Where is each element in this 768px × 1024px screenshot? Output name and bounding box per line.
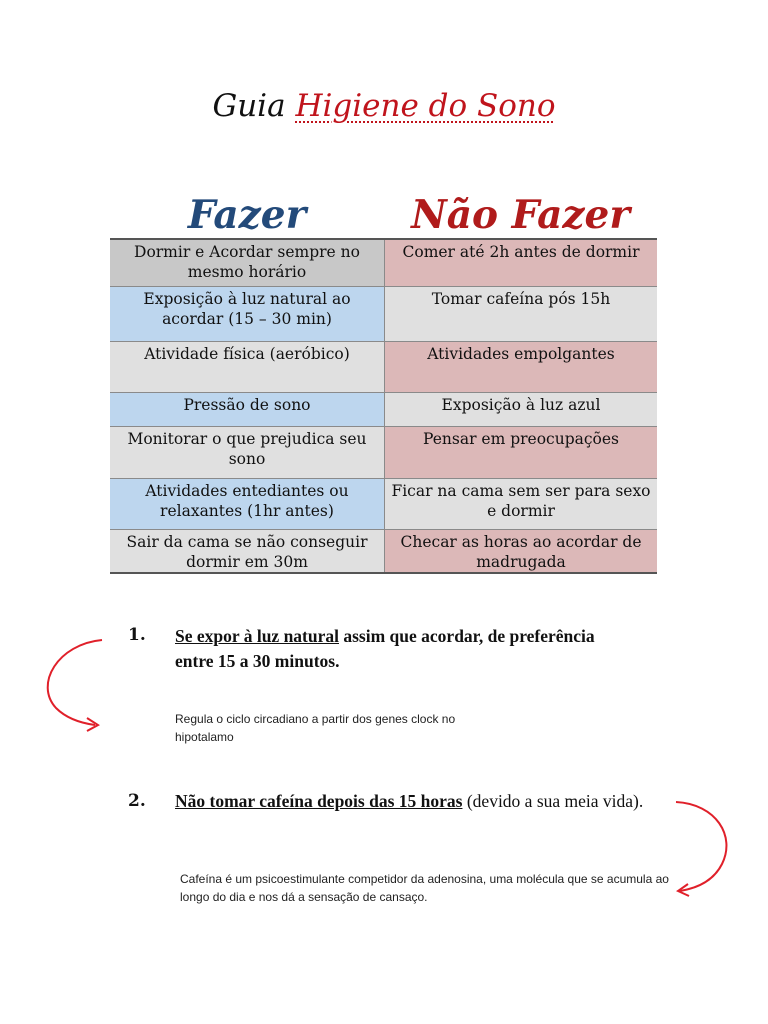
dont-cell: Comer até 2h antes de dormir — [385, 239, 658, 286]
do-cell: Dormir e Acordar sempre no mesmo horário — [110, 239, 385, 286]
table-row — [110, 478, 657, 529]
tip-plain-text: (devido a sua meia vida). — [462, 791, 644, 811]
item-number: 2. — [128, 791, 146, 811]
dont-cell: Checar as horas ao acordar de madrugada — [385, 529, 658, 573]
do-cell: Pressão de sono — [110, 392, 385, 426]
table-row — [110, 426, 657, 478]
item-number: 1. — [128, 625, 146, 645]
dont-cell: Pensar em preocupações — [385, 426, 658, 478]
table-row — [110, 392, 657, 426]
dont-cell: Tomar cafeína pós 15h — [385, 286, 658, 341]
tip-item-1 — [175, 624, 595, 674]
do-cell: Atividades entediantes ou relaxantes (1hr antes) — [110, 478, 385, 529]
dont-cell: Atividades empolgantes — [385, 341, 658, 392]
curved-arrow-icon — [40, 636, 110, 732]
title-highlight: Higiene do Sono — [295, 88, 556, 124]
do-cell: Exposição à luz natural ao acordar (15 – 30 min) — [110, 286, 385, 341]
do-dont-table — [110, 238, 657, 574]
dont-cell: Exposição à luz azul — [385, 392, 658, 426]
title-prefix: Guia — [212, 88, 286, 124]
column-header-nao-fazer: Não Fazer — [411, 192, 630, 238]
column-header-fazer: Fazer — [187, 192, 307, 238]
curved-arrow-icon — [672, 796, 738, 896]
tip-bold-text: assim que acordar, de preferência entre 15 a 30 minutos. — [175, 626, 595, 671]
dont-cell: Ficar na cama sem ser para sexo e dormir — [385, 478, 658, 529]
page-title — [0, 88, 768, 124]
tip-note-1: Regula o ciclo circadiano a partir dos genes clock no hipotalamo — [175, 712, 456, 744]
tip-item-2 — [175, 789, 655, 814]
table-row — [110, 529, 657, 573]
tip-underlined: Não tomar cafeína depois das 15 horas — [175, 791, 463, 811]
tip-note-2: Cafeína é um psicoestimulante competidor da adenosina, uma molécula que se acumula ao longo do dia e nos dá a sensação de cansaço. — [180, 872, 669, 904]
table-row — [110, 341, 657, 392]
table-row — [110, 239, 657, 286]
tip-underlined: Se expor à luz natural — [175, 626, 339, 646]
do-cell: Atividade física (aeróbico) — [110, 341, 385, 392]
do-cell: Monitorar o que prejudica seu sono — [110, 426, 385, 478]
do-cell: Sair da cama se não conseguir dormir em 30m — [110, 529, 385, 573]
table-row — [110, 286, 657, 341]
